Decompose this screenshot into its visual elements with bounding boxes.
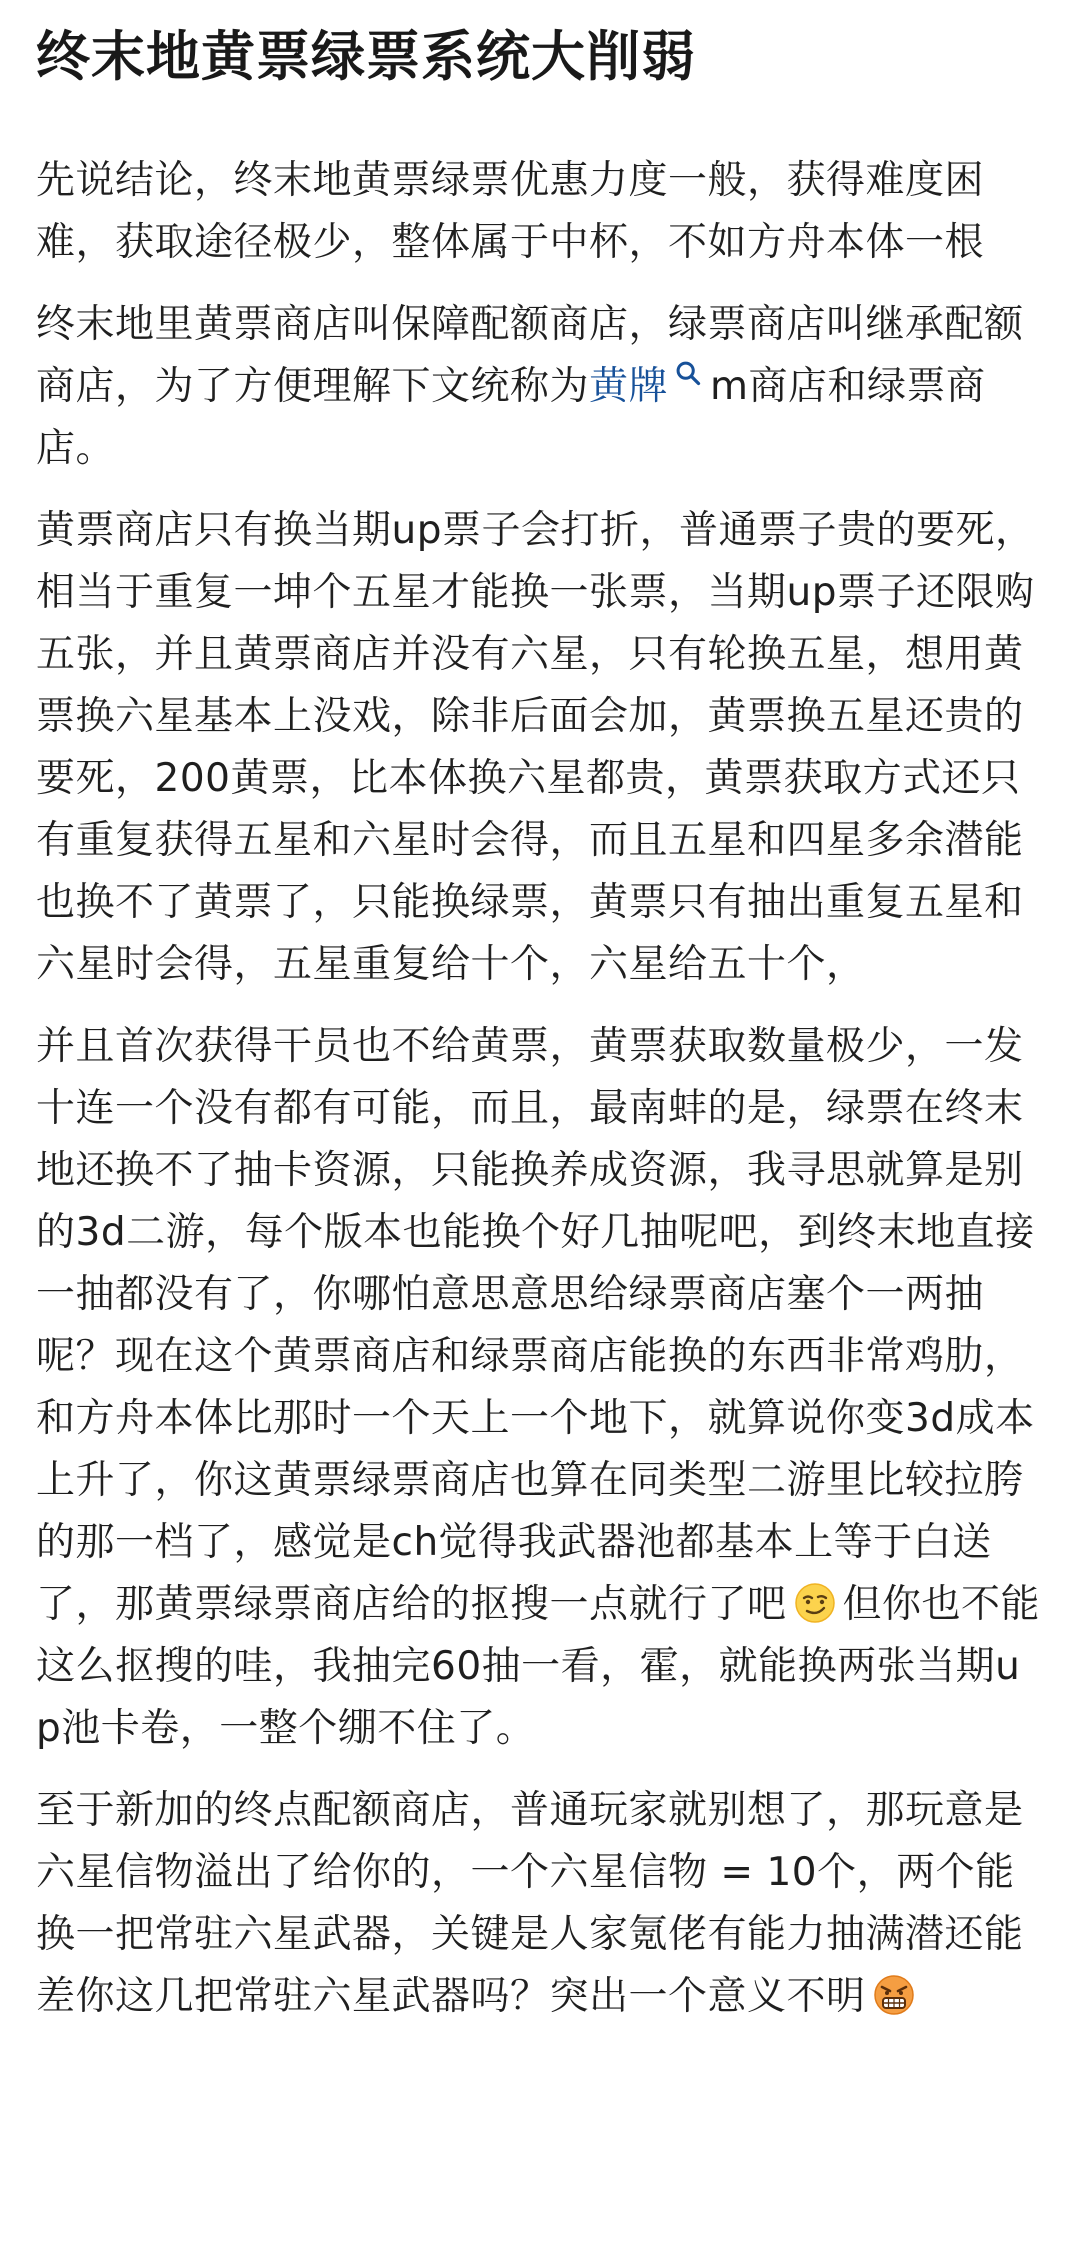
- paragraph-text: 至于新加的终点配额商店，普通玩家就别想了，那玩意是六星信物溢出了给你的，一个六星信物 = 10个，两个能换一把常驻六星武器，关键是人家氪佬有能力抽满潜还能差你这几把常驻六星武器吗？突出一个意义不明: [36, 1788, 1024, 2019]
- paragraph-yellow-shop: 黄票商店只有换当期up票子会打折，普通票子贵的要死，相当于重复一坤个五星才能换一张票，当期up票子还限购五张，并且黄票商店并没有六星，只有轮换五星，想用黄票换六星基本上没戏，除非后面会加，黄票换五星还贵的要死，200黄票，比本体换六星都贵，黄票获取方式还只有重复获得五星和六星时会得，而且五星和四星多余潜能也换不了黄票了，只能换绿票，黄票只有抽出重复五星和六星时会得，五星重复给十个，六星给五十个，: [36, 508, 1035, 987]
- grimace-emoji-icon: [872, 1973, 916, 2017]
- paragraph-endpoint-shop: [36, 1780, 1044, 2028]
- smirk-emoji-icon: [793, 1581, 837, 1625]
- paragraph-text: 并且首次获得干员也不给黄票，黄票获取数量极少，一发十连一个没有都有可能，而且，最南蚌的是，绿票在终末地还换不了抽卡资源，只能换养成资源，我寻思就算是别的3d二游，每个版本也能换个好几抽呢吧，到终末地直接一抽都没有了，你哪怕意思意思给绿票商店塞个一两抽呢？现在这个黄票商店和绿票商店能换的东西非常鸡肋，和方舟本体比那时一个天上一个地下，就算说你变3d成本上升了，你这黄票绿票商店也算在同类型二游里比较拉胯的那一档了，感觉是ch觉得我武器池都基本上等于白送了，那黄票绿票商店给的抠搜一点就行了吧: [36, 1024, 1035, 1627]
- paragraph-text: 终末地里黄票商店叫保障配额商店，绿票商店叫继承配额商店，为了方便理解下文统称为: [36, 302, 1024, 409]
- paragraph-shop-names: [36, 294, 1044, 480]
- paragraph-text: m商店和绿票商店。: [36, 364, 986, 471]
- paragraph-text: 但你也不能这么抠搜的哇，我抽完60抽一看，霍，就能换两张当期up池卡卷，一整个绷不住了。: [36, 1582, 1041, 1751]
- paragraph-green-shop: [36, 1016, 1044, 1760]
- search-icon[interactable]: [674, 359, 702, 387]
- keyword-search-link[interactable]: 黄牌: [589, 364, 669, 409]
- paragraph-conclusion: 先说结论，终末地黄票绿票优惠力度一般，获得难度困难，获取途径极少，整体属于中杯，不如方舟本体一根: [36, 158, 985, 265]
- article-title: 终末地黄票绿票系统大削弱: [36, 25, 696, 88]
